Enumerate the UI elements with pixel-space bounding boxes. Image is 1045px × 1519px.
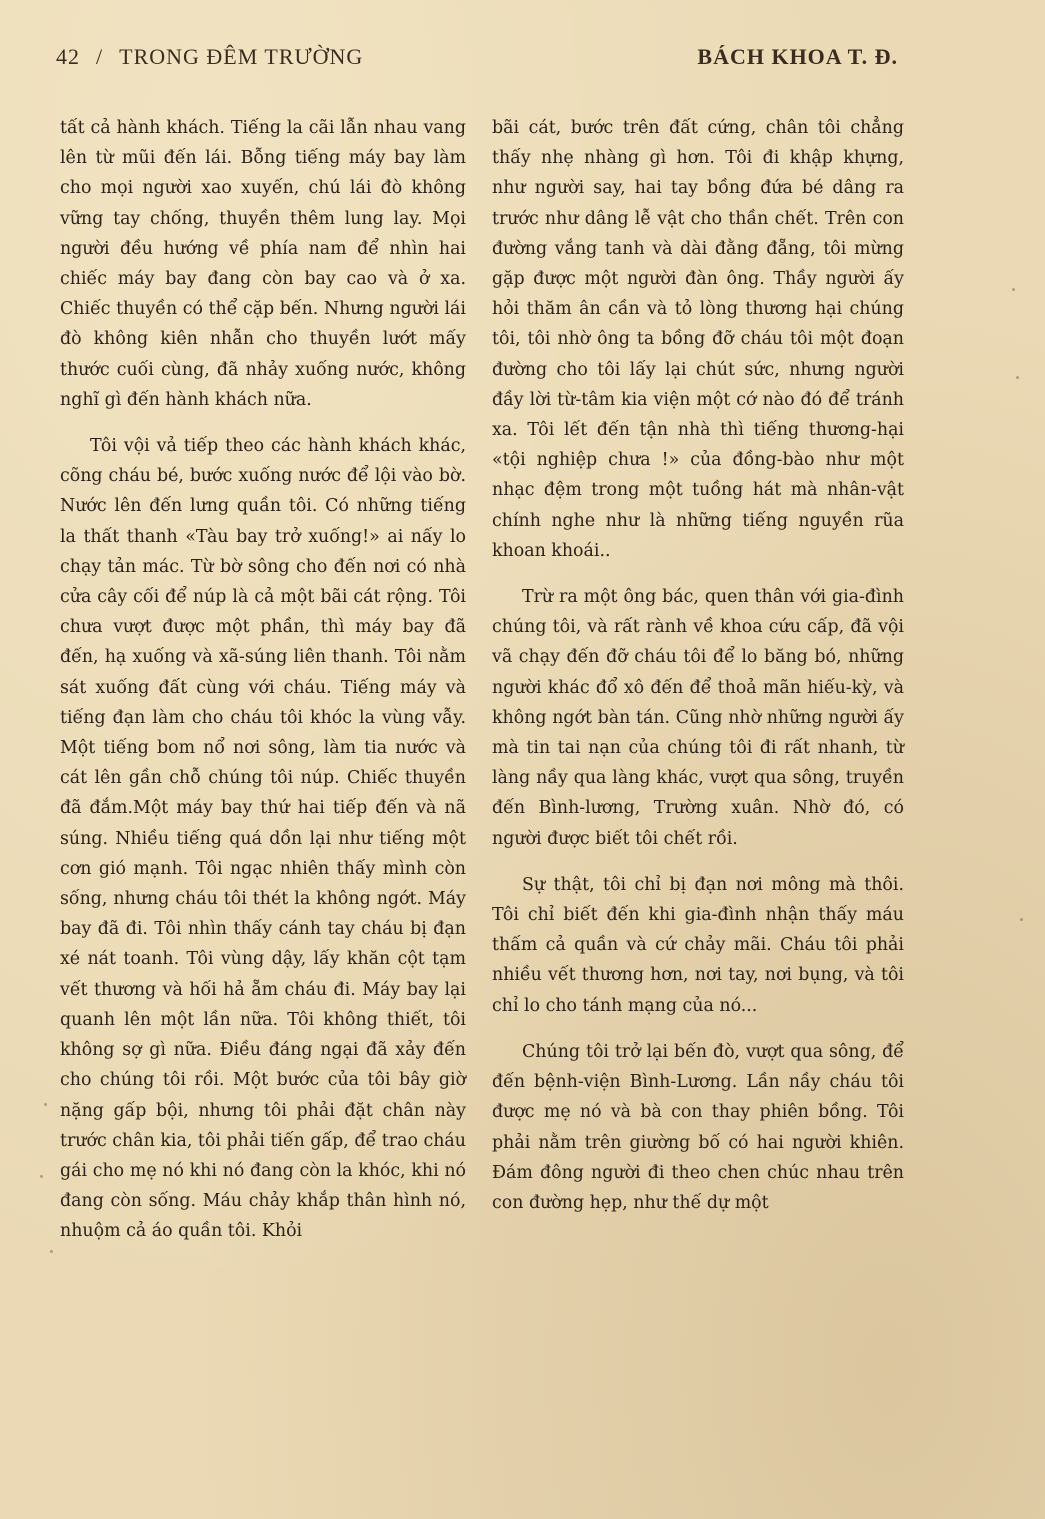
paragraph: Tôi vội vả tiếp theo các hành khách khác, cõng cháu bé, bước xuống nước để lội vào bờ. Nước lên đến lưng quần tôi. Có những tiếng la thất thanh «Tàu bay trở xuống!» ai nấy lo chạy tản mác. Từ bờ sông cho đến nơi có nhà cửa cây cối để núp là cả một bãi cát rộng. Tôi chưa vượt được một phần, thì máy bay đã đến, hạ xuống và xã-súng liên thanh. Tôi nằm sát xuống đất cùng với cháu. Tiếng máy và tiếng đạn làm cho cháu tôi khóc la vùng vẫy. Một tiếng bom nổ nơi sông, làm tia nước và cát lên gần chỗ chúng tôi núp. Chiếc thuyền đã đắm.Một máy bay thứ hai tiếp đến và nã súng. Nhiều tiếng quá dồn lại như tiếng một cơn gió mạnh. Tôi ngạc nhiên thấy mình còn sống, nhưng cháu tôi thét la không ngớt. Máy bay đã đi. Tôi nhìn thấy cánh tay cháu bị đạn xé nát toanh. Tôi vùng dậy, lấy khăn cột tạm vết thương và hối hả ẵm cháu đi. Máy bay lại quanh lên một lần nữa. Tôi không thiết, tôi không sợ gì nữa. Điều đáng ngại đã xảy đến cho chúng tôi rồi. Một bước của tôi bây giờ nặng gấp bội, nhưng tôi phải đặt chân này trước chân kia, tôi phải tiến gấp, để trao cháu gái cho mẹ nó khi nó đang còn la khóc, khi nó đang còn sống. Máu chảy khắp thân hình nó, nhuộm cả áo quần tôi. Khỏi — [60, 436, 466, 1242]
speck — [1012, 288, 1015, 291]
paragraph: Chúng tôi trở lại bến đò, vượt qua sông, để đến bệnh-viện Bình-Lương. Lần nầy cháu tôi được mẹ nó và bà con thay phiên bồng. Tôi phải nằm trên giường bố có hai người khiên. Đám đông người đi theo chen chúc nhau trên con đường hẹp, như thế dự một — [492, 1041, 904, 1213]
speck — [50, 1250, 53, 1253]
header-left — [56, 44, 363, 70]
speck — [40, 1175, 43, 1178]
header-separator: / — [96, 44, 104, 69]
speck — [44, 1103, 47, 1106]
running-header — [56, 44, 898, 80]
left-column — [60, 113, 466, 1247]
right-column — [492, 113, 904, 1218]
publication-name: BÁCH KHOA T. Đ. — [697, 44, 898, 69]
section-title: TRONG ĐÊM TRƯỜNG — [119, 44, 364, 69]
paragraph: Trừ ra một ông bác, quen thân với gia-đình chúng tôi, và rất rành về khoa cứu cấp, đã vội vã chạy đến đỡ cháu tôi để lo băng bó, những người khác đổ xô đến để thoả mãn hiếu-kỳ, và không ngớt bàn tán. Cũng nhờ những người ấy mà tin tai nạn của chúng tôi đi rất nhanh, từ làng nầy qua làng khác, vượt qua sông, truyền đến Bình-lương, Trường xuân. Nhờ đó, có người được biết tôi chết rồi. — [492, 587, 904, 849]
paragraph: tất cả hành khách. Tiếng la cãi lẫn nhau vang lên từ mũi đến lái. Bỗng tiếng máy bay làm cho mọi người xao xuyến, chú lái đò không vững tay chống, thuyền thêm lung lay. Mọi người đều hướng về phía nam để nhìn hai chiếc máy bay đang còn bay cao và ở xa. Chiếc thuyền có thể cặp bến. Nhưng người lái đò không kiên nhẫn cho thuyền lướt mấy thước cuối cùng, đã nhảy xuống nước, không nghĩ gì đến hành khách nữa. — [60, 118, 466, 410]
paragraph: bãi cát, bước trên đất cứng, chân tôi chẳng thấy nhẹ nhàng gì hơn. Tôi đi khập khựng, như người say, hai tay bồng đứa bé dâng ra trước như dâng lễ vật cho thần chết. Trên con đường vắng tanh và dài đằng đẵng, tôi mừng gặp được một người đàn ông. Thầy người ấy hỏi thăm ân cần và tỏ lòng thương hại chúng tôi, tôi nhờ ông ta bồng đỡ cháu tôi một đoạn đường cho tôi lấy lại chút sức, nhưng người đầy lời từ-tâm kia viện một cớ nào đó để tránh xa. Tôi lết đến tận nhà thì tiếng thương-hại «tội nghiệp chưa !» của đồng-bào như một nhạc đệm trong một tuồng hát mà nhân-vật chính nghe như là những tiếng nguyền rũa khoan khoái.. — [492, 118, 904, 561]
speck — [1020, 918, 1023, 921]
page-number: 42 — [56, 44, 80, 69]
paragraph: Sự thật, tôi chỉ bị đạn nơi mông mà thôi. Tôi chỉ biết đến khi gia-đình nhận thấy máu thấm cả quần và cứ chảy mãi. Cháu tôi phải nhiều vết thương hơn, nơi tay, nơi bụng, và tôi chỉ lo cho tánh mạng của nó... — [492, 874, 904, 1016]
speck — [1016, 376, 1019, 379]
